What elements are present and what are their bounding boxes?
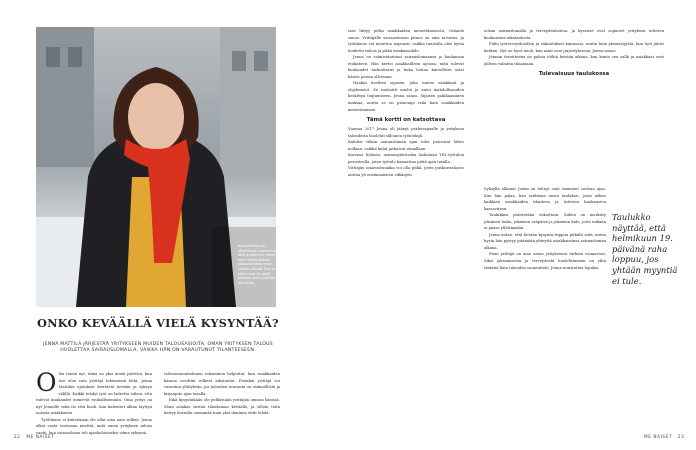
paragraph: taloussuunnitelmien tekeminen helpottui, kun asiakkaiden kanssa sovittiin selkeät aikataulut. Pienikin yrittäjä voi varautua yllätyksiin, jos talouden seuranta on säännöllistä ja kirjanpito ajan tasalla. [164,372,280,396]
fact-box-title: Tämä kortti on katsottava [366,117,446,124]
column-4 [484,28,664,80]
window [68,47,82,67]
fact-box-item: Kahden viikon sairausloman ajan tulot putosivat lähes nollaan, vaikka kulut jatkuivat ennallaan. [348,140,464,151]
paragraph: ockan sairauslomalla ja terveydenhoitoa, ja kyseiset ovat sopineet yrityksen tulevien kuukausien aikataulusta. [484,29,664,40]
column-2 [164,371,280,417]
paragraph: len töissä nyt, tämä on yksi niistä päivistä, kun itse olen vain yrittäjä tekemässä töitä. Jenna Mattilan ajatukset kiertävät kevään ja syksyn välillä. Kaikki tehdyt työt on laskettu siihen, että tulevat kuukaudet menevät rauhallisemmin. Oma yritys on nyt Jennalle sekä ilo että huoli, kun kalenteri alkaa täyttyä uusista asiakkaista. [36,372,152,416]
magazine-name: ME NAISET [26,434,55,439]
pull-quote: Taulukko näyttää, että helmikuun 19. päivänä raha loppuu, jos yhtään myyntiä ei tule. [612,212,678,286]
magazine-name: ME NAISET [644,434,673,439]
page-folio-right [644,434,684,439]
column-1 [36,368,152,436]
window [232,51,246,71]
fact-box-item: Yrittäjän omavastuuaika voi olla pitkä, joten puskurirahasto auttaa yli ensimmäisten viikkojen. [348,166,464,177]
paragraph: Pieni yrittäjä on aina oman yrityksensä tärkein voimavara. Siksi jaksamisesta ja terveydestä huolehtiminen on yhtä tärkeää kuin talouden suunnittelu, Jenna muistuttaa lopuksi. [484,252,606,270]
paragraph: Jennan tavoitteena on palata töihin kevään aikana, kun kunto sen sallii ja asiakkaat ovat jälleen valmiita tilaamaan. [484,55,664,66]
window [46,47,60,67]
building-left [36,27,94,167]
fact-box-item: Korvaus Kelasta: sairauspäiväraha lasketaan YEL-työtulon perusteella, joten työtulo kannattaa pitää ajan tasalla. [348,153,464,164]
article-deck: JENNA MATTILA JÄRJESTÄÄ YRITYKSEEN MUIDEN TALOUSASIOITA. OMAN YRITYKSEN TALOUS HUOLETTAA SAIRAUSLOMALLA, VAIKKA HÄN ON VARAUTUNUT TILANTEESEEN. [43,342,273,354]
article-headline: ONKO KEVÄÄLLÄ VIELÄ KYSYNTÄÄ? [37,316,279,330]
paragraph: Työtilanne ei kuitenkaan ole ollut aina näin selkeä. Jenna alkoi vasta tosissaan miettiä, mitä oman yrityksen talous vaatii, kun sairausloma tuli ajankohtaiseksi viime syksynä. [36,417,152,435]
paragraph: Jenna on valmistautunut sairauslomaansa jo kuukausia etukäteen. Hän kertoi asiakkailleen ajoissa, mitä tulevat kuukaudet tarkoittavat ja kuka hoitaa kiireelliset asiat hänen poissa ollessaan. [348,55,464,79]
paragraph: Hankin itselleni sijaisen, joka tuntee asiakkaat ja ohjelmistot. Se rauhoitti mieltä ja antoi mahdollisuuden keskittyä toipumiseen, Jenna sanoo. Sijaisen palkkaaminen maksaa, mutta se on pienempi riski kuin asiakkaiden menettäminen. [348,81,464,112]
page-number: 22 [14,434,21,439]
fact-box-item: Vuonna 2017 Jenna oli jäänyt perhevapaalle ja yrityksen taloudesta huolehti silloinen työntekijä. [348,127,464,138]
paragraph: tase liittyy pelko asiakkaiden menettämisestä, Orlando sanoo. Yrittäjälle sairausloman pituus on aina arvoitus, ja työtilanne voi muuttua nopeasti, vaikka taustalla olisi hyvin hoidettu talous ja pitkä asiakassuhde. [348,29,464,53]
photo-caption: Jenna Mattila on tekemässä huomenna, että jo aiemmin tekee moni asiakkaistaan pääasiallisena ilman yhtään päivää. Kun se tekee isoa on peliä paikalle pieni yrittäjien perustulo. [238,244,277,285]
paragraph: Eikä kysyntäkään ole pelkästään yrittäjän omissa käsissä. Moni asiakas siirtää tilauksiaan keväälle, ja silloin töitä kertyy kerralla enemmän kuin yksi ihminen ehtii tehdä. [164,398,280,416]
building-right [220,27,276,177]
column-3 [348,28,464,178]
paragraph: Jenna uskoo, että kevään kysyntä riippuu pitkälti siitä, miten hyvin hän pystyy pitämään yhteyttä asiakkaisiinsa sairausloman aikana. [484,232,606,250]
paragraph: Syksyllä alkanut Jenna on tehnyt vain siemenet sovitun ajan. Kun hän palaa, hän tarkistaa ensin taulukon, josta näkee kaikkien asiakkaiden tilanteen ja tulevien kuukausien kassavirran. [484,187,606,211]
section-subhead: Tulevaisuus taulukossa [538,71,610,78]
paragraph: Taulukkoa päivitetään viikoittain. Siihen on merkitty jokainen lasku, jokainen eräpäivä ja jokainen kulu, jotta mikään ei pääse yllättämään. [484,213,606,231]
page-number: 23 [677,434,685,439]
drop-cap: O [36,368,57,397]
page-folio-left [14,434,54,439]
column-5 [484,186,606,271]
window [254,51,268,71]
face [128,83,184,151]
paragraph: Pidin työterveyshuollon ja vakuutukset kunnossa, mutta koin yksinäisyyttä, kun työt jäivät kesken. Nyt on hyvä mieli, kun asiat ovat järjestyksessä, Jenna sanoo. [484,42,664,53]
